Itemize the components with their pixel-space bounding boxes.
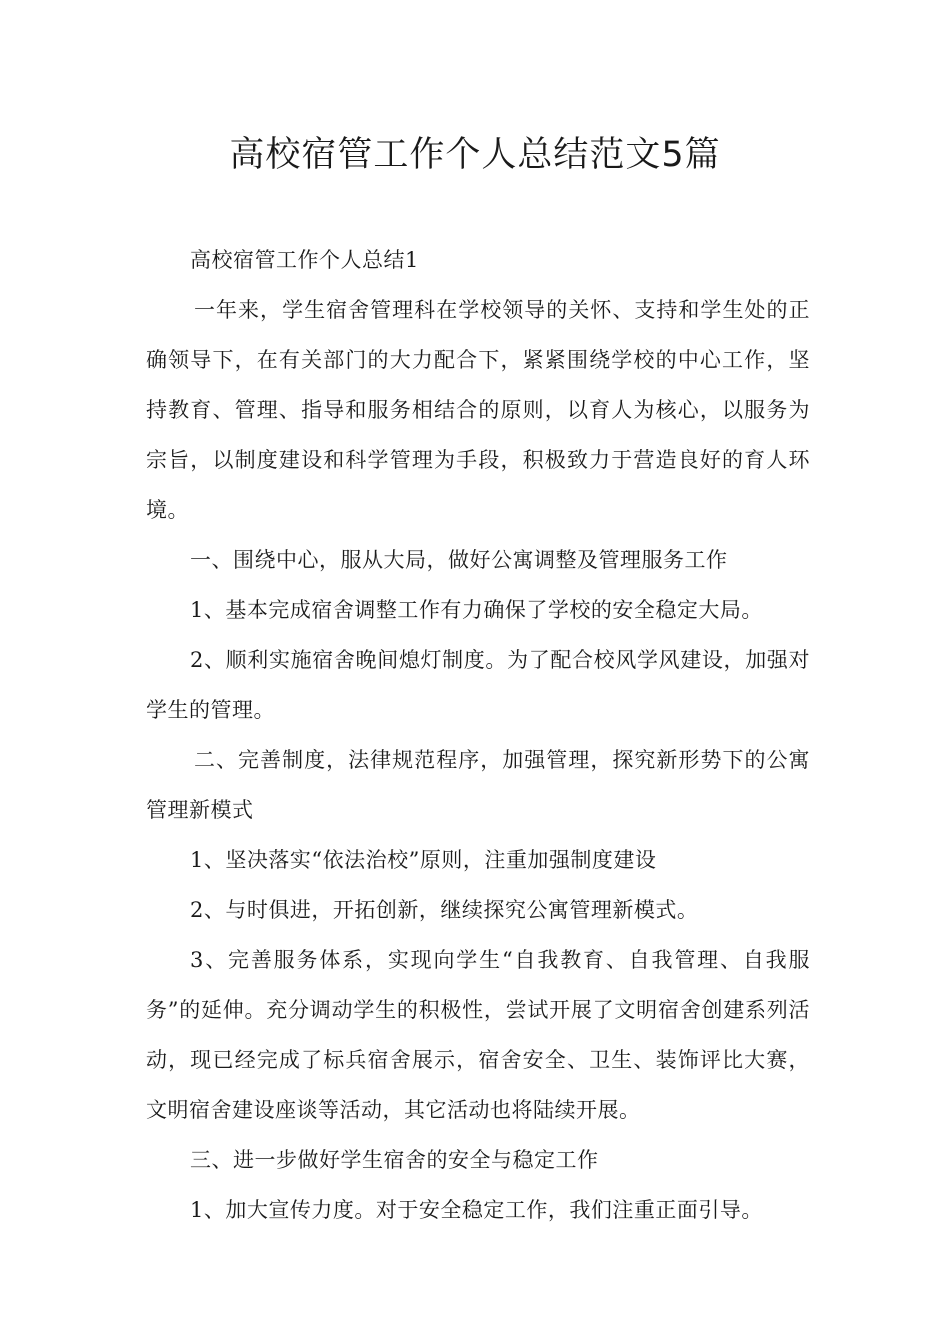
item-3-1: 1、加大宣传力度。对于安全稳定工作，我们注重正面引导。 [190,1198,763,1222]
document-body [146,235,810,1235]
paragraph-intro: 一年来，学生宿舍管理科在学校领导的关怀、支持和学生处的正确领导下，在有关部门的大力配合下，紧紧围绕学校的中心工作，坚持教育、管理、指导和服务相结合的原则，以育人为核心，以服务为宗旨，以制度建设和科学管理为手段，积极致力于营造良好的育人环境。 [146,298,810,522]
item-1-1: 1、基本完成宿舍调整工作有力确保了学校的安全稳定大局。 [190,598,763,622]
section-heading-1: 高校宿管工作个人总结1 [190,248,419,272]
heading-part-1: 一、围绕中心，服从大局，做好公寓调整及管理服务工作 [190,548,728,572]
item-2-3: 3、完善服务体系，实现向学生“自我教育、自我管理、自我服务”的延伸。充分调动学生的积极性，尝试开展了文明宿舍创建系列活动，现已经完成了标兵宿舍展示，宿舍安全、卫生、装饰评比大赛，文明宿舍建设座谈等活动，其它活动也将陆续开展。 [146,948,810,1122]
heading-part-2: 二、完善制度，法律规范程序，加强管理，探究新形势下的公寓管理新模式 [146,748,810,822]
document-title: 高校宿管工作个人总结范文5篇 [229,135,721,175]
item-1-2: 2、顺利实施宿舍晚间熄灯制度。为了配合校风学风建设，加强对学生的管理。 [146,648,810,722]
heading-part-3: 三、进一步做好学生宿舍的安全与稳定工作 [190,1148,599,1172]
item-2-2: 2、与时俱进，开拓创新，继续探究公寓管理新模式。 [190,898,699,922]
item-2-1: 1、坚决落实“依法治校”原则，注重加强制度建设 [190,848,657,872]
